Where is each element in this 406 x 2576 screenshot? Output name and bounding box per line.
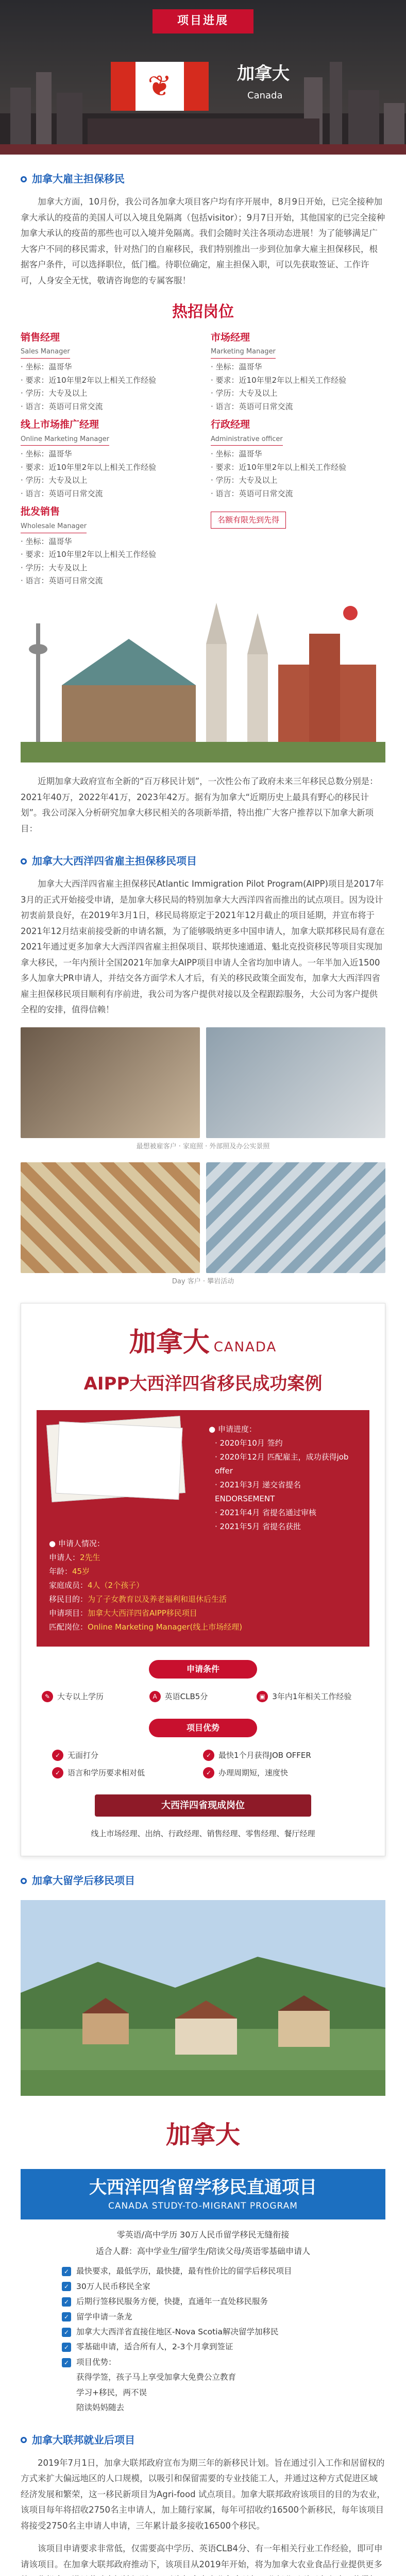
agrifood-paragraph-1: 2019年7月1日，加拿大联邦政府宣布为期三年的新移民计划。旨在通过引入工作和居留权的方式来扩大偏远地区的人口规模，以吸引和保留需要的专业技能工人，并通过这种方式促进区域经济发展和繁荣，这一移民新项目为Agri-food 试点项目。加拿大联邦政府该项目的目的为农业，该项目每年将招收2750名主申请人，加上随行家属，每年可招收约16500个新移民，每年该项目将接受2750名主申请人申请，三年累计最多接收16500个移民。	[21, 2458, 385, 2531]
check-icon: ✓	[62, 2297, 71, 2307]
check-icon: ✓	[203, 1767, 214, 1778]
canada-flag	[111, 62, 209, 111]
village-landscape-photo	[21, 1900, 385, 2096]
canada-logo-en: CANADA	[213, 1340, 277, 1355]
photo-caption-bottom: Day 客户 · 攀岩活动	[172, 1277, 234, 1285]
check-icon: ✓	[52, 1750, 63, 1761]
policy-paragraph: 近期加拿大政府宣布全新的“百万移民计划”，一次性公布了政府未来三年移民总数分别是：2021年40万，2022年41万，2023年42万。据有为加拿大“近期历史上最具有野心的移民计划”。我公司深入分析研究加拿大移民相关的各项新举措，特出推广大客户推荐以下加拿大新项目：	[21, 776, 378, 834]
circle-bullet-icon	[21, 858, 27, 865]
conditions-heading: 申请条件	[149, 1660, 257, 1679]
check-icon: ✓	[203, 1750, 214, 1761]
application-timeline: ● 申请进度： · 2020年10月 签约 · 2020年12月 匹配雇主，成功获得job offer · 2021年3月 递交省提名ENDORSEMENT · 2021年4月 省提名通过审核 · 2021年5月 省提名获批	[209, 1424, 349, 1531]
hire-note-wrap	[211, 505, 385, 587]
hero-banner	[0, 0, 406, 155]
circle-bullet-icon	[21, 2437, 27, 2443]
aipp-title: AIPP大西洋四省移民成功案例	[83, 1374, 323, 1395]
applicant-info: ● 申请人情况： 申请人：2先生 年龄：45岁 家庭成员：4人（2个孩子） 移民目的：为了子女教育以及养老福利和退休后生活 申请项目：加拿大大西洋四省AIPP移民项目 匹配岗位：Online Marketing Manager(线上市场经理)	[49, 1538, 243, 1632]
briefcase-icon: ▣	[257, 1691, 268, 1702]
target-applicants: 适合人群：高中学业生/留学生/陪读父母/英语零基础申请人	[95, 2246, 311, 2257]
section-title-study: 加拿大留学后移民项目	[21, 1872, 385, 1890]
section-badge: 项目进展	[153, 9, 253, 33]
climbing-wall-photo-1	[21, 1162, 200, 1273]
canada-landmarks-illustration	[21, 592, 385, 762]
canada-logo: 加拿大	[165, 2121, 240, 2150]
country-name-cn: 加拿大	[237, 63, 290, 84]
document-image	[56, 1421, 183, 1500]
check-icon: ✓	[52, 1767, 63, 1778]
check-icon: ✓	[62, 2312, 71, 2321]
canada-logo: 加拿大	[129, 1327, 210, 1359]
job-card-sales: 销售经理 Sales Manager · 坐标：温哥华 · 要求：近10年里2年以上相关工作经验 · 学历：大专及以上 · 语言：英语可日常交流	[21, 331, 157, 411]
agrifood-paragraph-2: 该项目申请要求非常低，仅需要高中学历、英语CLB4分、有一年相关行业工作经验，即可申请该项目。在加拿大联邦政府推动下，该项目从2019年开始，将为加拿大农业食品行业提供更多	[21, 2544, 383, 2569]
advantages-heading: 项目优势	[149, 1719, 257, 1737]
section-title-aipp: 加拿大大西洋四省雇主担保移民项目	[21, 852, 385, 870]
client-photos-top	[21, 1027, 385, 1138]
study-advantages-list: ✓ 最快要求，最低学历，最快捷，最有性价比的留学后移民项目 ✓ 30万人民币移民全家 ✓ 后期行签移民服务方便，快捷，直通年一直处移民服务 ✓ 留学申请一条龙 ✓ 加拿大大西洋省直接住地区-Nova Scotia解决留学加移民 ✓ 零基础申请，适合所有人，2-3个月拿到签证 ✓ 项目优势： 获得学签，孩子马上享受加拿大免费公立教育 学习+移民，两不误 陪读妈妈随去	[62, 2264, 344, 2415]
hot-jobs-heading: 热招岗位	[172, 303, 234, 321]
case-details-panel	[37, 1410, 369, 1647]
advantages-list: ✓ 无面打分 ✓ 最快1个月获得JOB OFFER ✓ 语言和学历要求相对低 ✓ 办理周期短，速度快	[52, 1747, 354, 1782]
jobs-grid	[21, 331, 385, 588]
education-icon: ✎	[42, 1691, 53, 1702]
limited-slots-note: 名额有限先到先得	[211, 512, 286, 528]
client-photos-bottom	[21, 1162, 385, 1273]
check-icon: ✓	[62, 2343, 71, 2352]
job-card-online-marketing: 线上市场推广经理 Online Marketing Manager · 坐标：温哥华 · 要求：近10年里2年以上相关工作经验 · 学历：大专及以上 · 语言：英语可日常交流	[21, 419, 157, 498]
check-icon: ✓	[62, 2328, 71, 2337]
positions-list: 线上市场经理、出纳、行政经理、销售经理、零售经理、餐厅经理	[91, 1829, 315, 1839]
positions-ribbon: 大西洋四省现成岗位	[95, 1794, 311, 1817]
maple-leaf-icon: ❦	[147, 69, 172, 103]
hot-jobs-panel	[21, 299, 385, 762]
check-icon: ✓	[62, 2282, 71, 2291]
study-summary: 零英语/高中学历 30万人民币留学移民无缝衔接	[116, 2230, 290, 2240]
study-program-banner: 大西洋四省留学移民直通项目 CANADA STUDY-TO-MIGRANT PROGRAM	[21, 2169, 385, 2219]
section-title-agrifood: 加拿大联邦就业后项目	[21, 2431, 385, 2449]
job-card-wholesale: 批发销售 Wholesale Manager · 坐标：温哥华 · 要求：近10年里2年以上相关工作经验 · 学历：大专及以上 · 语言：英语可日常交流	[21, 506, 157, 586]
section-title-employer-sponsored: 加拿大雇主担保移民	[21, 170, 385, 188]
job-card-marketing: 市场经理 Marketing Manager · 坐标：温哥华 · 要求：近10年里2年以上相关工作经验 · 学历：大专及以上 · 语言：英语可日常交流	[211, 331, 347, 411]
circle-bullet-icon	[21, 176, 27, 182]
study-migrate-card	[21, 1900, 385, 2415]
photo-caption-top: 最想被雇客户 · 家庭照 · 外部照及办公实景照	[136, 1142, 270, 1150]
client-photo-family	[21, 1027, 200, 1138]
job-card-admin: 行政经理 Administrative officer · 坐标：温哥华 · 要求：近10年里2年以上相关工作经验 · 学历：大专及以上 · 语言：英语可日常交流	[211, 419, 347, 498]
climbing-wall-photo-2	[206, 1162, 385, 1273]
intro-paragraph: 加拿大方面，10月份，我公司各加拿大项目客户均有序开展申，8月9日开始，已完全接种加拿大承认的疫苗的美国人可以入境且免隔离（包括visitor）；9月7日开始，其他国家的已完全接种加拿大承认的疫苗的那些也可以入境并免隔离。我们会随时关注各项动态进展！为了能够满足广大客户不同的移民需求，针对热门的自雇移民，我们特别推出一步到位加拿大雇主担保移民，根据客户条件，可以选择职位，低门槛。待职位确定，雇主担保入职，可以先获取签证、工作许可，人身安全无忧，敬请咨询您的专属客服！	[21, 197, 385, 285]
aipp-success-case-card	[21, 1303, 385, 1856]
aipp-paragraph: 加拿大大西洋四省雇主担保移民Atlantic Immigration Pilot Program(AIPP)项目是2017年3月的正式开始接受申请，是加拿大移民局的特别加拿大大西洋四省而推出的试点项目。因为设计初衷前景良好，在2019年3月1日，移民局将原定于2021年12月截止的项目延期，并宣布将于2021年12月结束前接受新的申请名额，为了能够吸纳更多中国申请人，加拿大联邦移民局有意在2021年通过更多加拿大大西洋四省雇主担保项目、联邦快速通道、魁北克投资移民等项目实现加拿大移民，一年内预计全国2021年加拿大AIPP项目申请人全省均加申请人。一年半加入近1500多人加拿大PR申请人，并结交各方面学术人才后，有关的移民政策全面发布，加拿大大西洋四省雇主担保移民项目顺利有序前进，我公司为客户提供对接以及全程跟踪服务，大公司为客户提供全程的安排，值得信赖！	[21, 879, 385, 1015]
check-icon: ✓	[62, 2358, 71, 2367]
client-photo-office	[206, 1027, 385, 1138]
language-icon: A	[149, 1691, 161, 1702]
check-icon: ✓	[62, 2267, 71, 2276]
circle-bullet-icon	[21, 1878, 27, 1884]
country-name-en: Canada	[247, 90, 283, 101]
conditions-list: ✎ 大专以上学历 A 英语CLB5分 ▣ 3年内1年相关工作经验	[42, 1688, 364, 1705]
